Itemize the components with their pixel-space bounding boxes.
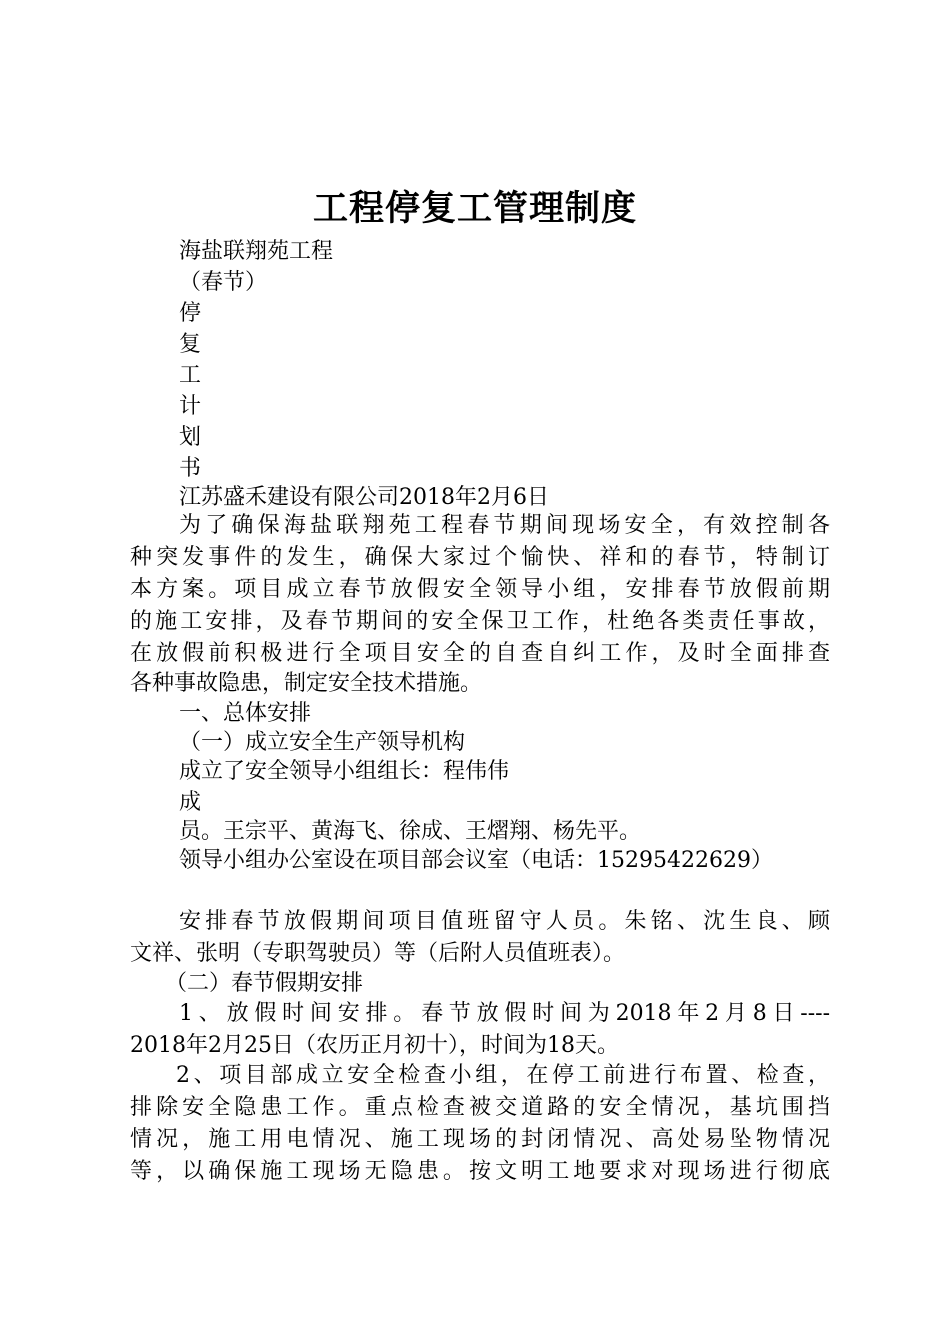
vertical-title-char: 划	[179, 425, 202, 450]
intro-paragraph-line: 为了确保海盐联翔苑工程春节期间现场安全，有效控制各	[179, 513, 830, 538]
item1-line: 2018年2月25日（农历正月初十），时间为18天。	[130, 1033, 619, 1058]
duty-paragraph-line: 文祥、张明（专职驾驶员）等（后附人员值班表）。	[130, 941, 626, 966]
office-line: 领导小组办公室设在项目部会议室（电话：15295422629）	[179, 848, 773, 873]
subsection-heading: （一）成立安全生产领导机构	[179, 730, 466, 755]
project-name-line: 海盐联翔苑工程	[179, 239, 334, 264]
item2-line: 情况，施工用电情况、施工现场的封闭情况、高处易坠物情况	[130, 1127, 830, 1152]
intro-paragraph-line: 本方案。项目成立春节放假安全领导小组，安排春节放假前期	[130, 577, 830, 602]
intro-paragraph-line: 在放假前积极进行全项目安全的自查自纠工作，及时全面排查	[130, 641, 830, 666]
item2-line: 2、项目部成立安全检查小组，在停工前进行布置、检查，	[176, 1063, 830, 1088]
duty-paragraph-line: 安排春节放假期间项目值班留守人员。朱铭、沈生良、顾	[179, 909, 830, 934]
vertical-title-char: 工	[179, 363, 202, 388]
vertical-title-char: 复	[179, 332, 202, 357]
vertical-title-char: 书	[179, 456, 202, 481]
intro-paragraph-line: 种突发事件的发生，确保大家过个愉快、祥和的春节，特制订	[130, 545, 830, 570]
item2-line: 等，以确保施工现场无隐患。按文明工地要求对现场进行彻底	[130, 1159, 830, 1184]
intro-paragraph-line: 各种事故隐患，制定安全技术措施。	[130, 671, 483, 696]
intro-paragraph-line: 的施工安排，及春节期间的安全保卫工作，杜绝各类责任事故，	[130, 609, 830, 634]
vertical-title-char: 停	[179, 301, 202, 326]
members-line: 员。王宗平、黄海飞、徐成、王熠翔、杨先平。	[179, 819, 642, 844]
team-leader-line: 成立了安全领导小组组长：程伟伟	[179, 759, 510, 784]
members-label-line: 成	[179, 790, 202, 815]
document-title: 工程停复工管理制度	[312, 188, 637, 229]
subsection-heading: （二）春节假期安排	[165, 971, 364, 996]
item1-line: 1、放假时间安排。春节放假时间为2018年2月8日----	[179, 1001, 830, 1026]
holiday-label-line: （春节）	[179, 270, 268, 295]
section-heading: 一、总体安排	[179, 701, 312, 726]
company-date-line: 江苏盛禾建设有限公司2018年2月6日	[179, 485, 549, 510]
item2-line: 排除安全隐患工作。重点检查被交道路的安全情况，基坑围挡	[130, 1095, 830, 1120]
vertical-title-char: 计	[179, 394, 202, 419]
